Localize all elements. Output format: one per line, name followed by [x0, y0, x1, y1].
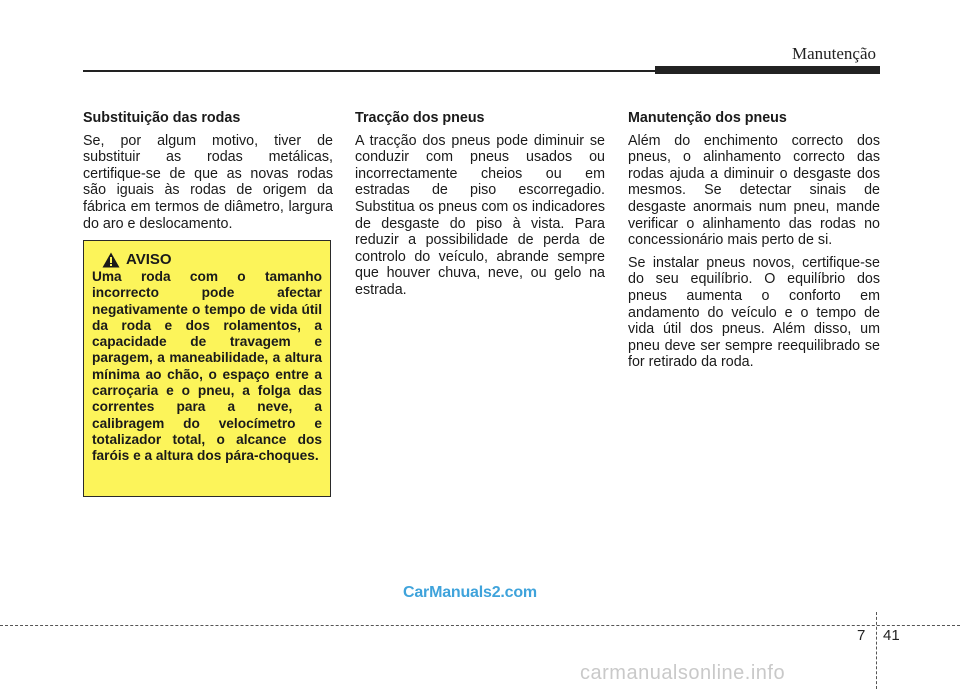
warning-title: AVISO [126, 251, 172, 268]
heading-wheel-replacement: Substituição das rodas [83, 110, 241, 126]
paragraph: Se instalar pneus novos, certifique-se do seu equilíbrio. O equilíbrio dos pneus aumenta o conforto em andamento do veículo e o tempo de vida útil dos pneus. Além disso, um pneu deve ser sempre reequilibrado se for retirado da roda. [628, 254, 880, 371]
heading-tire-traction: Tracção dos pneus [355, 110, 485, 126]
footer-vertical-rule [876, 612, 877, 689]
page-number: 41 [883, 627, 900, 644]
heading-tire-maintenance: Manutenção dos pneus [628, 110, 787, 126]
header-rule-thick [655, 66, 880, 74]
footer-watermark: carmanualsonline.info [580, 662, 786, 684]
warning-header [102, 251, 322, 268]
footer-dashed-rule [0, 625, 960, 626]
warning-box [83, 240, 331, 497]
paragraph: Se, por algum motivo, tiver de substituir as rodas metálicas, certifique-se de que as novas rodas são iguais às rodas de origem da fábrica em termos de diâmetro, largura do aro e deslocamento. [83, 132, 333, 232]
paragraph: A tracção dos pneus pode diminuir se conduzir com pneus usados ou incorrectamente cheios ou em estradas de piso escorregadio. Substitua os pneus com os indicadores de desgaste do piso à vista. Para reduzir a possibilidade de perda de controlo do veículo, abrande sempre que houver chuva, neve, ou gelo na estrada. [355, 132, 605, 298]
section-title: Manutenção [791, 44, 876, 63]
warning-triangle-icon [102, 252, 120, 268]
paragraph: Além do enchimento correcto dos pneus, o alinhamento correcto das rodas ajuda a diminuir o desgaste dos mesmos. Se detectar sinais de desgaste anormais num pneu, mande verificar o alinhamento das rodas no concessionário mais perto de si. [628, 132, 880, 249]
chapter-number: 7 [857, 627, 866, 644]
warning-text: Uma roda com o tamanho incorrecto pode afectar negativamente o tempo de vida útil da roda e dos rolamentos, a capacidade de travagem e paragem, a maneabilidade, a altura mínima ao chão, o espaço entre a carroçaria e o pneu, a folga das correntes para a neve, a calibragem do velocímetro e totalizador total, o alcance dos faróis e a altura dos pára-choques. [92, 269, 322, 464]
header-rule [83, 70, 655, 72]
column-wheel-replacement [83, 110, 333, 238]
column-tire-traction [355, 110, 605, 305]
watermark-link[interactable]: CarManuals2.com [403, 584, 537, 601]
column-tire-maintenance [628, 110, 880, 377]
